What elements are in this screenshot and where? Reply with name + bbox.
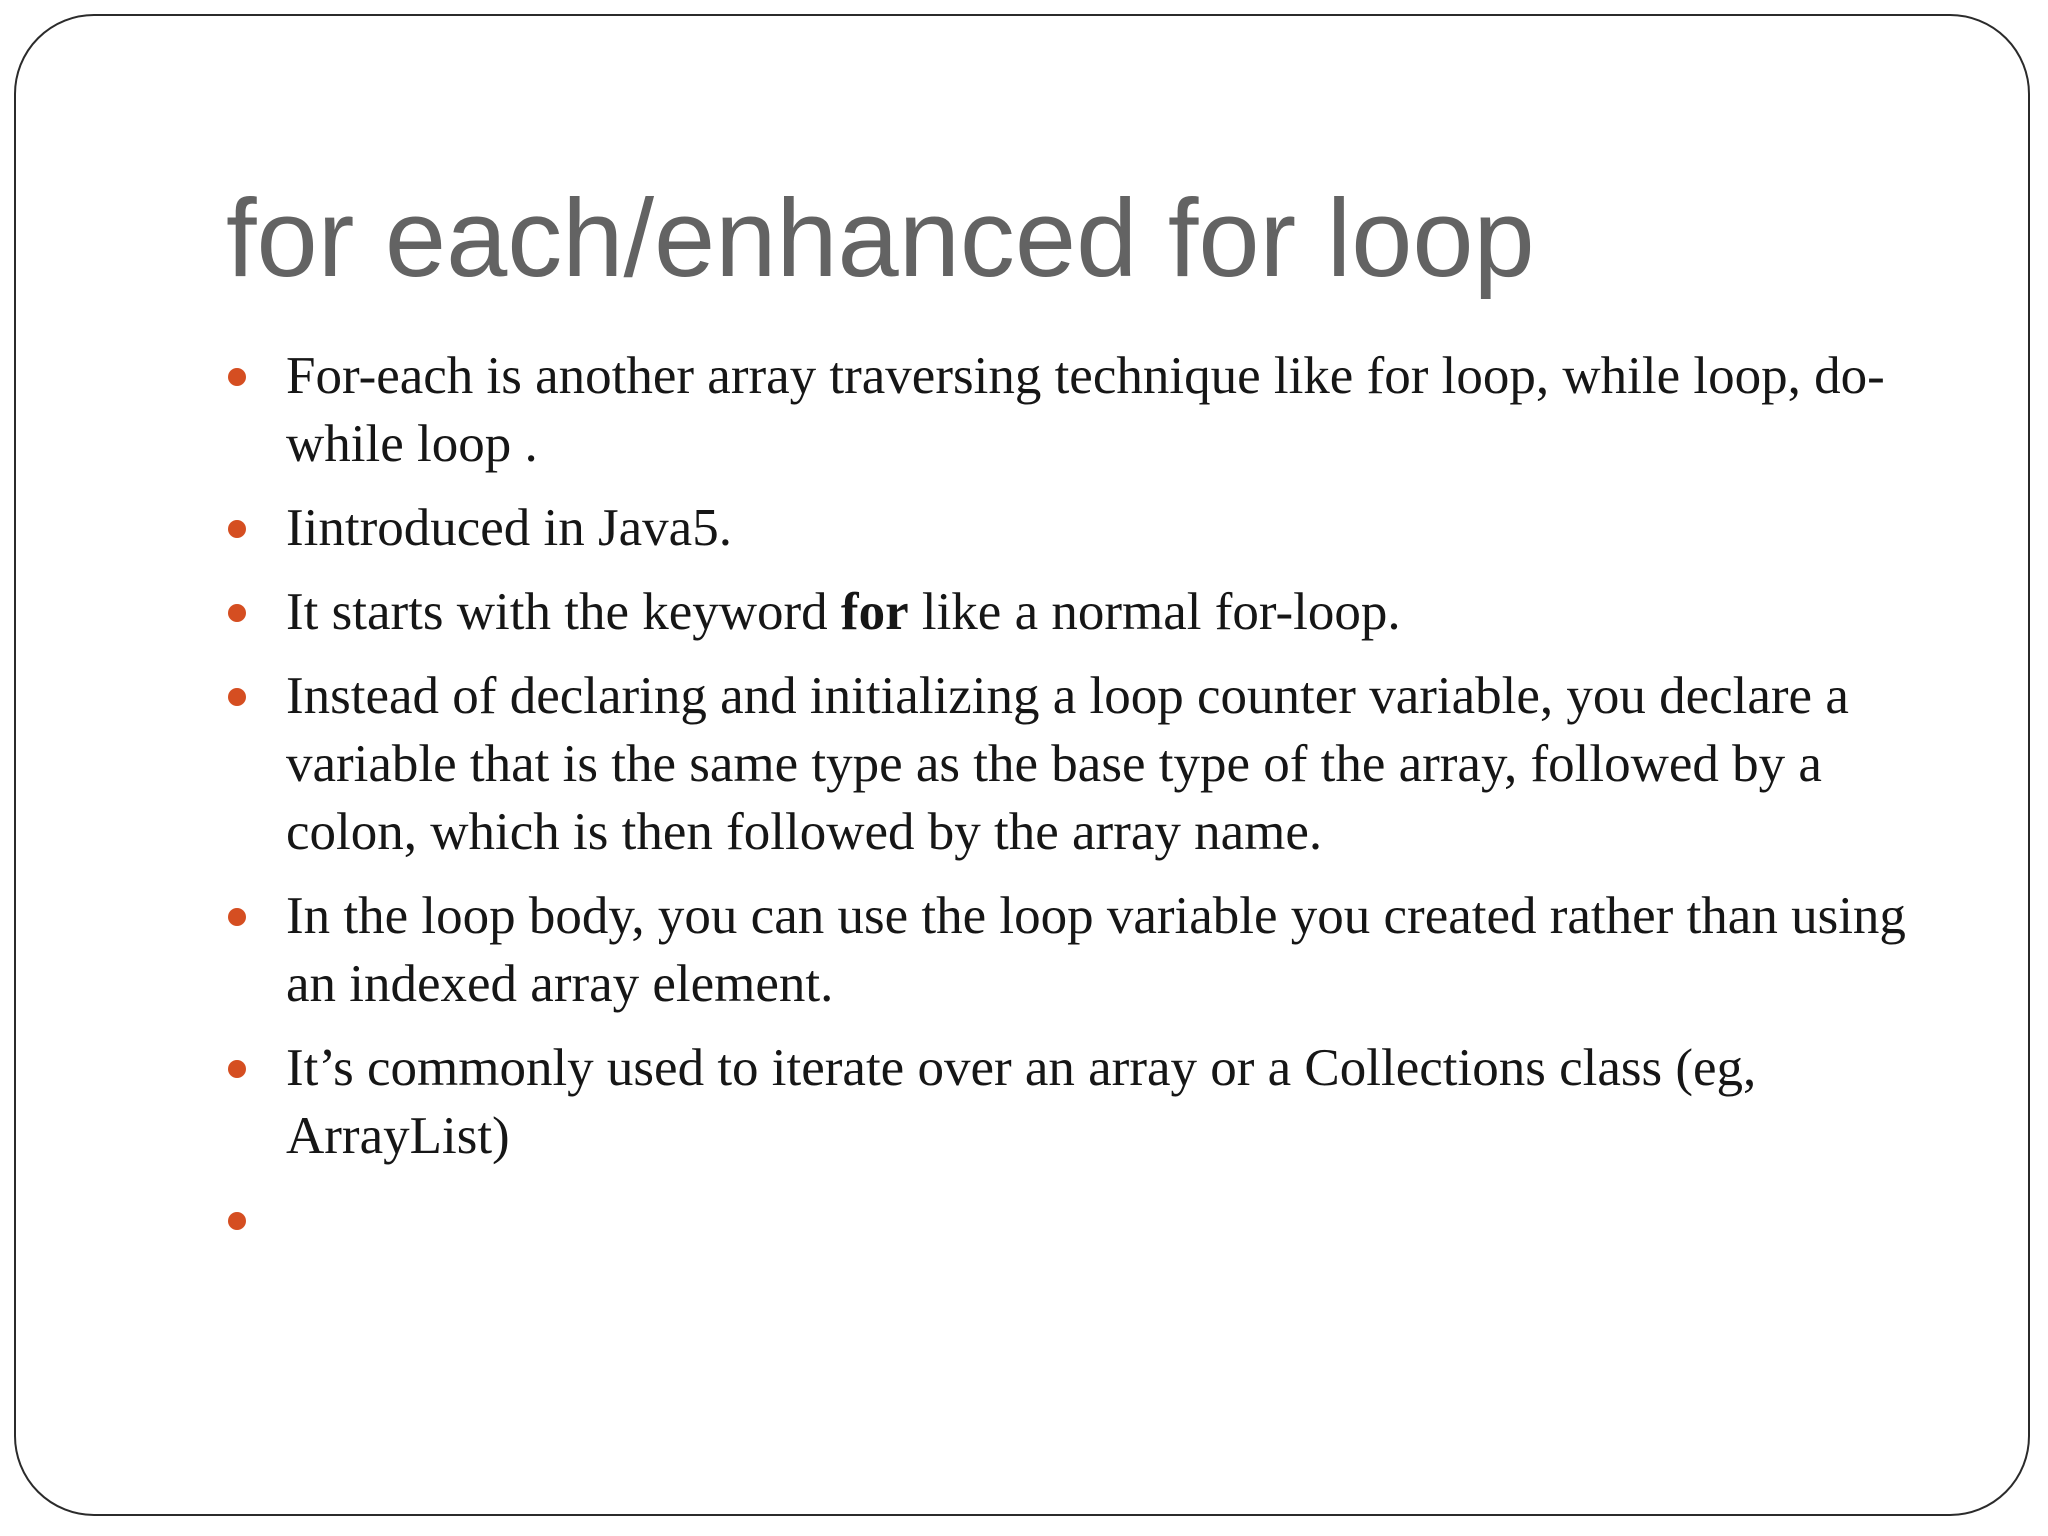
bullet-list: [224, 342, 1924, 1186]
bullet-text-part: Instead of declaring and initializing a loop counter variable, you declare a variable that is the same type as the base type of the array, followed by a colon, which is then followed by the array name.: [286, 667, 1849, 861]
bullet-dot-icon: [228, 1060, 246, 1078]
bullet-dot-icon: [228, 604, 246, 622]
bullet-dot-icon: [228, 1212, 246, 1230]
bullet-dot-icon: [228, 908, 246, 926]
bullet-text-part: Iintroduced in Java5.: [286, 499, 732, 557]
bullet-text: [286, 583, 1401, 641]
bullet-item: [224, 342, 1924, 478]
bullet-text-part: In the loop body, you can use the loop variable you created rather than using an indexed array element.: [286, 887, 1906, 1013]
bullet-item: [224, 1034, 1924, 1170]
bullet-item: [224, 494, 1924, 562]
slide: [14, 14, 2030, 1516]
bullet-text: [286, 1039, 1756, 1165]
bullet-dot-icon: [228, 368, 246, 386]
bullet-text-part: For-each is another array traversing technique like for loop, while loop, do-while loop .: [286, 347, 1885, 473]
bullet-text: [286, 887, 1906, 1013]
bullet-text-part: It’s commonly used to iterate over an array or a Collections class (eg, ArrayList): [286, 1039, 1757, 1165]
bullet-dot-icon: [228, 520, 246, 538]
bullet-text-part: It starts with the keyword: [286, 583, 841, 641]
bullet-text-bold: for: [840, 583, 909, 641]
bullet-text: [286, 667, 1849, 861]
bullet-dot-icon: [228, 688, 246, 706]
bullet-item: [224, 578, 1924, 646]
bullet-item: [224, 662, 1924, 866]
bullet-text: [286, 347, 1885, 473]
bullet-item: [224, 882, 1924, 1018]
bullet-text-part: like a normal for-loop.: [908, 583, 1401, 641]
bullet-text: [286, 499, 732, 557]
slide-title: for each/enhanced for loop: [226, 177, 1535, 300]
